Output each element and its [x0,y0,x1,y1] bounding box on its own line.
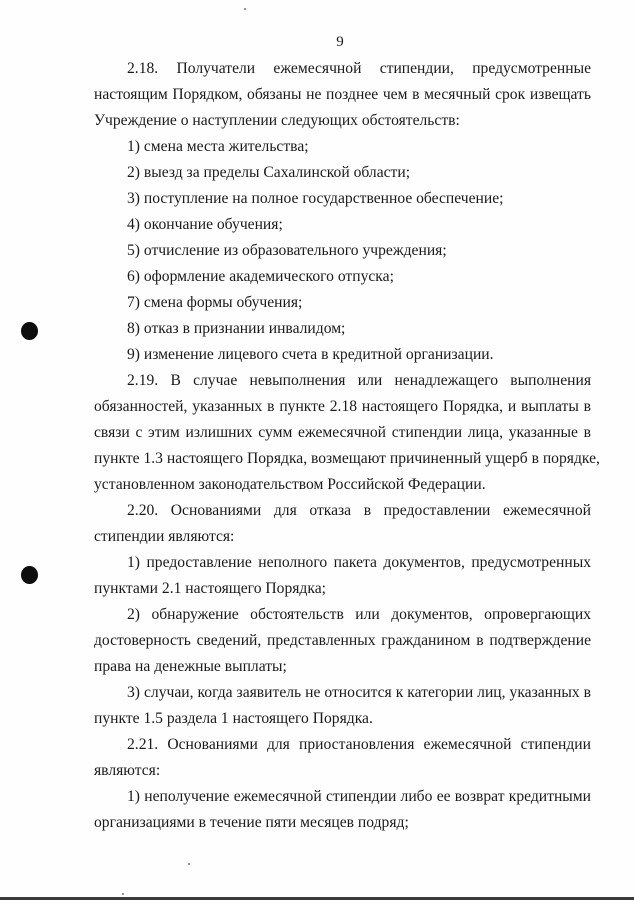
list-item: 3) поступление на полное государственное обеспечение; [127,190,504,207]
list-item: 3) случаи, когда заявитель не относится к категории лиц, указанных в [127,684,591,701]
text-line: Учреждение о наступлении следующих обстоятельств: [94,112,460,129]
list-item: 4) окончание обучения; [127,216,283,233]
punch-hole [21,566,38,584]
list-item: 9) изменение лицевого счета в кредитной организации. [127,346,494,363]
text-line: организациями в течение пяти месяцев подряд; [94,814,409,831]
punch-hole [21,322,38,340]
list-item: 1) предоставление неполного пакета документов, предусмотренных [127,554,591,571]
text-line: пункте 1.5 раздела 1 настоящего Порядка. [94,710,373,727]
text-line: права на денежные выплаты; [94,658,287,675]
scan-speck [244,8,246,10]
text-line: связи с этим излишних сумм ежемесячной стипендии лица, указанные в [94,424,591,441]
text-line: установленном законодательством Российской Федерации. [94,476,486,493]
text-line: 2.20. Основаниями для отказа в предоставлении ежемесячной [127,502,591,519]
text-line: 2.19. В случае невыполнения или ненадлежащего выполнения [127,372,591,389]
list-item: 1) смена места жительства; [127,138,309,155]
list-item: 7) смена формы обучения; [127,294,303,311]
list-item: 5) отчисление из образовательного учреждения; [127,242,447,259]
list-item: 1) неполучение ежемесячной стипендии либо ее возврат кредитными [127,788,591,805]
text-line: настоящим Порядком, обязаны не позднее чем в месячный срок извещать [94,86,591,103]
text-line: стипендии являются: [94,528,235,545]
text-line: 2.21. Основаниями для приостановления ежемесячной стипендии [127,736,591,753]
text-line: 2.18. Получатели ежемесячной стипендии, предусмотренные [127,60,591,77]
scan-edge-line [0,897,634,900]
scan-speck [122,893,124,895]
list-item: 2) выезд за пределы Сахалинской области; [127,164,411,181]
page-number: 9 [336,34,344,50]
list-item: 8) отказ в признании инвалидом; [127,320,346,337]
list-item: 6) оформление академического отпуска; [127,268,394,285]
text-line: пункте 1.3 настоящего Порядка, возмещают причиненный ущерб в порядке, [94,450,600,467]
text-line: обязанностей, указанных в пункте 2.18 настоящего Порядка, и выплаты в [94,398,591,415]
list-item: 2) обнаружение обстоятельств или документов, опровергающих [127,606,591,623]
scan-speck [188,863,190,865]
text-line: пунктами 2.1 настоящего Порядка; [94,580,326,597]
text-line: являются: [94,762,161,779]
text-line: достоверность сведений, представленных гражданином в подтверждение [94,632,591,649]
